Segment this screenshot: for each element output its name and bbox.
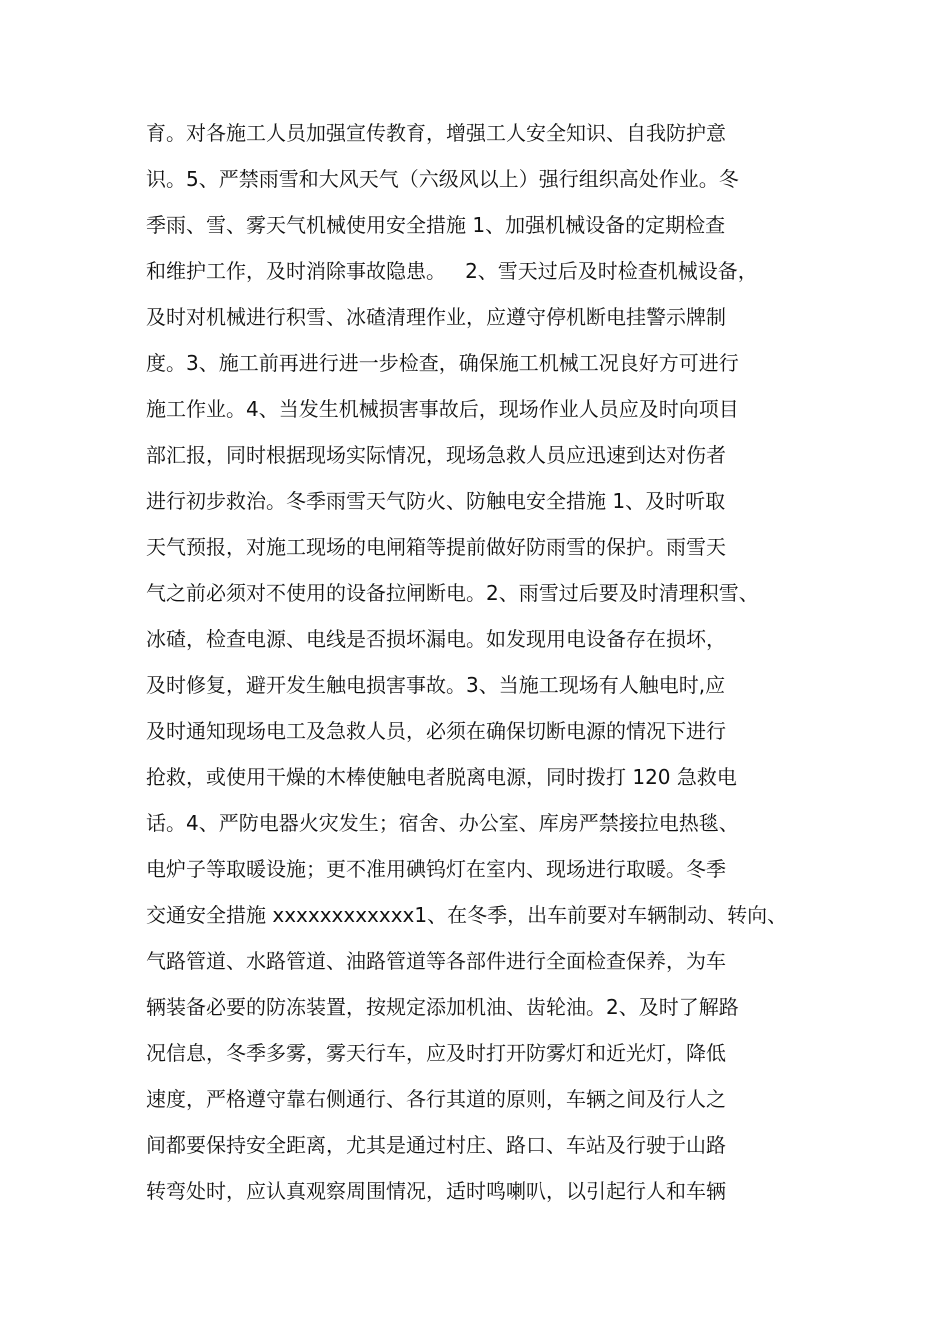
text-line: 况信息，冬季多雾，雾天行车，应及时打开防雾灯和近光灯，降低 [146, 1041, 726, 1065]
text-line: 进行初步救治。冬季雨雪天气防火、防触电安全措施 1、及时听取 [146, 489, 726, 513]
text-line: 气路管道、水路管道、油路管道等各部件进行全面检查保养，为车 [146, 949, 726, 973]
text-line: 抢救，或使用干燥的木棒使触电者脱离电源，同时拨打 120 急救电 [146, 765, 737, 789]
text-line: 天气预报，对施工现场的电闸箱等提前做好防雨雪的保护。雨雪天 [146, 535, 726, 559]
text-line: 及时修复，避开发生触电损害事故。3、当施工现场有人触电时,应 [146, 673, 726, 697]
text-line: 育。对各施工人员加强宣传教育，增强工人安全知识、自我防护意 [146, 121, 726, 145]
body-text [146, 110, 836, 1214]
text-line: 交通安全措施 xxxxxxxxxxxx1、在冬季，出车前要对车辆制动、转向、 [146, 903, 788, 927]
text-line: 话。4、严防电器火灾发生；宿舍、办公室、库房严禁接拉电热毯、 [146, 811, 739, 835]
text-line: 度。3、施工前再进行进一步检查，确保施工机械工况良好方可进行 [146, 351, 739, 375]
text-line: 和维护工作，及时消除事故隐患。 2、雪天过后及时检查机械设备， [146, 259, 758, 283]
text-line: 季雨、雪、雾天气机械使用安全措施 1、加强机械设备的定期检查 [146, 213, 726, 237]
text-line: 辆装备必要的防冻装置，按规定添加机油、齿轮油。2、及时了解路 [146, 995, 739, 1019]
text-line: 速度，严格遵守靠右侧通行、各行其道的原则，车辆之间及行人之 [146, 1087, 726, 1111]
text-line: 气之前必须对不使用的设备拉闸断电。2、雨雪过后要及时清理积雪、 [146, 581, 759, 605]
text-line: 及时对机械进行积雪、冰碴清理作业，应遵守停机断电挂警示牌制 [146, 305, 726, 329]
text-line: 施工作业。4、当发生机械损害事故后，现场作业人员应及时向项目 [146, 397, 739, 421]
text-line: 间都要保持安全距离，尤其是通过村庄、路口、车站及行驶于山路 [146, 1133, 726, 1157]
text-line: 冰碴，检查电源、电线是否损坏漏电。如发现用电设备存在损坏， [146, 627, 726, 651]
text-line: 电炉子等取暖设施；更不准用碘钨灯在室内、现场进行取暖。冬季 [146, 857, 726, 881]
text-line: 部汇报，同时根据现场实际情况，现场急救人员应迅速到达对伤者 [146, 443, 726, 467]
text-line: 及时通知现场电工及急救人员，必须在确保切断电源的情况下进行 [146, 719, 726, 743]
text-line: 转弯处时，应认真观察周围情况，适时鸣喇叭，以引起行人和车辆 [146, 1179, 726, 1203]
text-line: 识。5、严禁雨雪和大风天气（六级风以上）强行组织高处作业。冬 [146, 167, 739, 191]
